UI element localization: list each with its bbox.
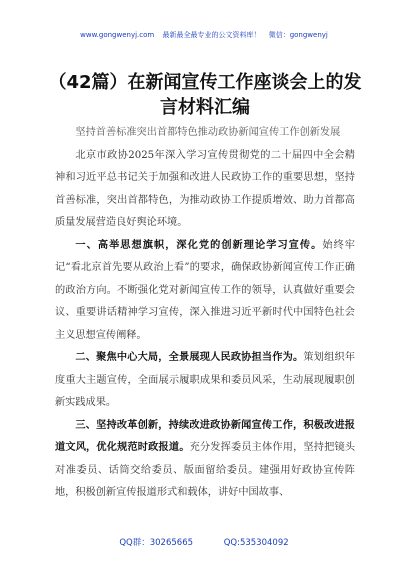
qq-group: QQ群：30265665 [119,538,194,548]
section-paragraph-3 [55,415,355,505]
site-link[interactable]: www.gongwenyj.com [80,31,155,39]
intro-paragraph [55,145,355,235]
paragraph-text: 坚持首善标准突出首都特色推动政协新闻宣传工作创新发展 [75,127,341,138]
paragraph-text: 充分发挥委员主体作用，坚持把镜头对准委员、话筒交给委员、版面留给委员。建强用好政协宣传阵地，积极创新宣传报道形式和载体，讲好中国故事、 [55,442,356,498]
wechat-id: 微信：gongwenyj [268,31,328,39]
paragraph-text: 策划组织年度重大主题宣传，全面展示履职成果和委员风采，生动展现履职创新实践成果。 [55,352,356,408]
document-body [55,122,355,505]
section-paragraph-2 [55,347,355,415]
section-paragraph-1 [55,235,355,348]
paragraph-text: 始终牢记“看北京首先要从政治上看”的要求，确保政协新闻宣传工作正确的政治方向。不断强化党对新闻宣传工作的领导，认真做好重要会议、重要讲话精神学习宣传，深入推进习近平新时代中国特色社会主义思想宣传阐释。 [55,239,355,341]
section-heading: 一、高举思想旗帜，深化党的创新理论学习宣传。 [75,239,323,251]
section-heading: 三、坚持改革创新，持续改进政协新闻宣传工作，积极改进报道文风，优化规范时政报道。 [55,419,355,453]
header-slogan: 最新最全最专业的公文资料库！ [162,31,261,39]
document-title: （42篇）在新闻宣传工作座谈会上的发言材料汇编 [48,72,362,118]
page-footer [0,536,408,548]
page-header [0,30,408,40]
qq-contact: QQ:535304092 [223,538,289,548]
paragraph-text: 北京市政协2025年深入学习宣传贯彻党的二十届四中全会精神和习近平总书记关于加强和改进人民政协工作的重要思想，坚持首善标准，突出首都特色，为推动政协工作提质增效、助力首都高质量发展营造良好舆论环境。 [55,149,355,228]
section-heading: 二、聚焦中心大局，全景展现人民政协担当作为。 [75,352,304,363]
subtitle-paragraph [55,122,355,145]
